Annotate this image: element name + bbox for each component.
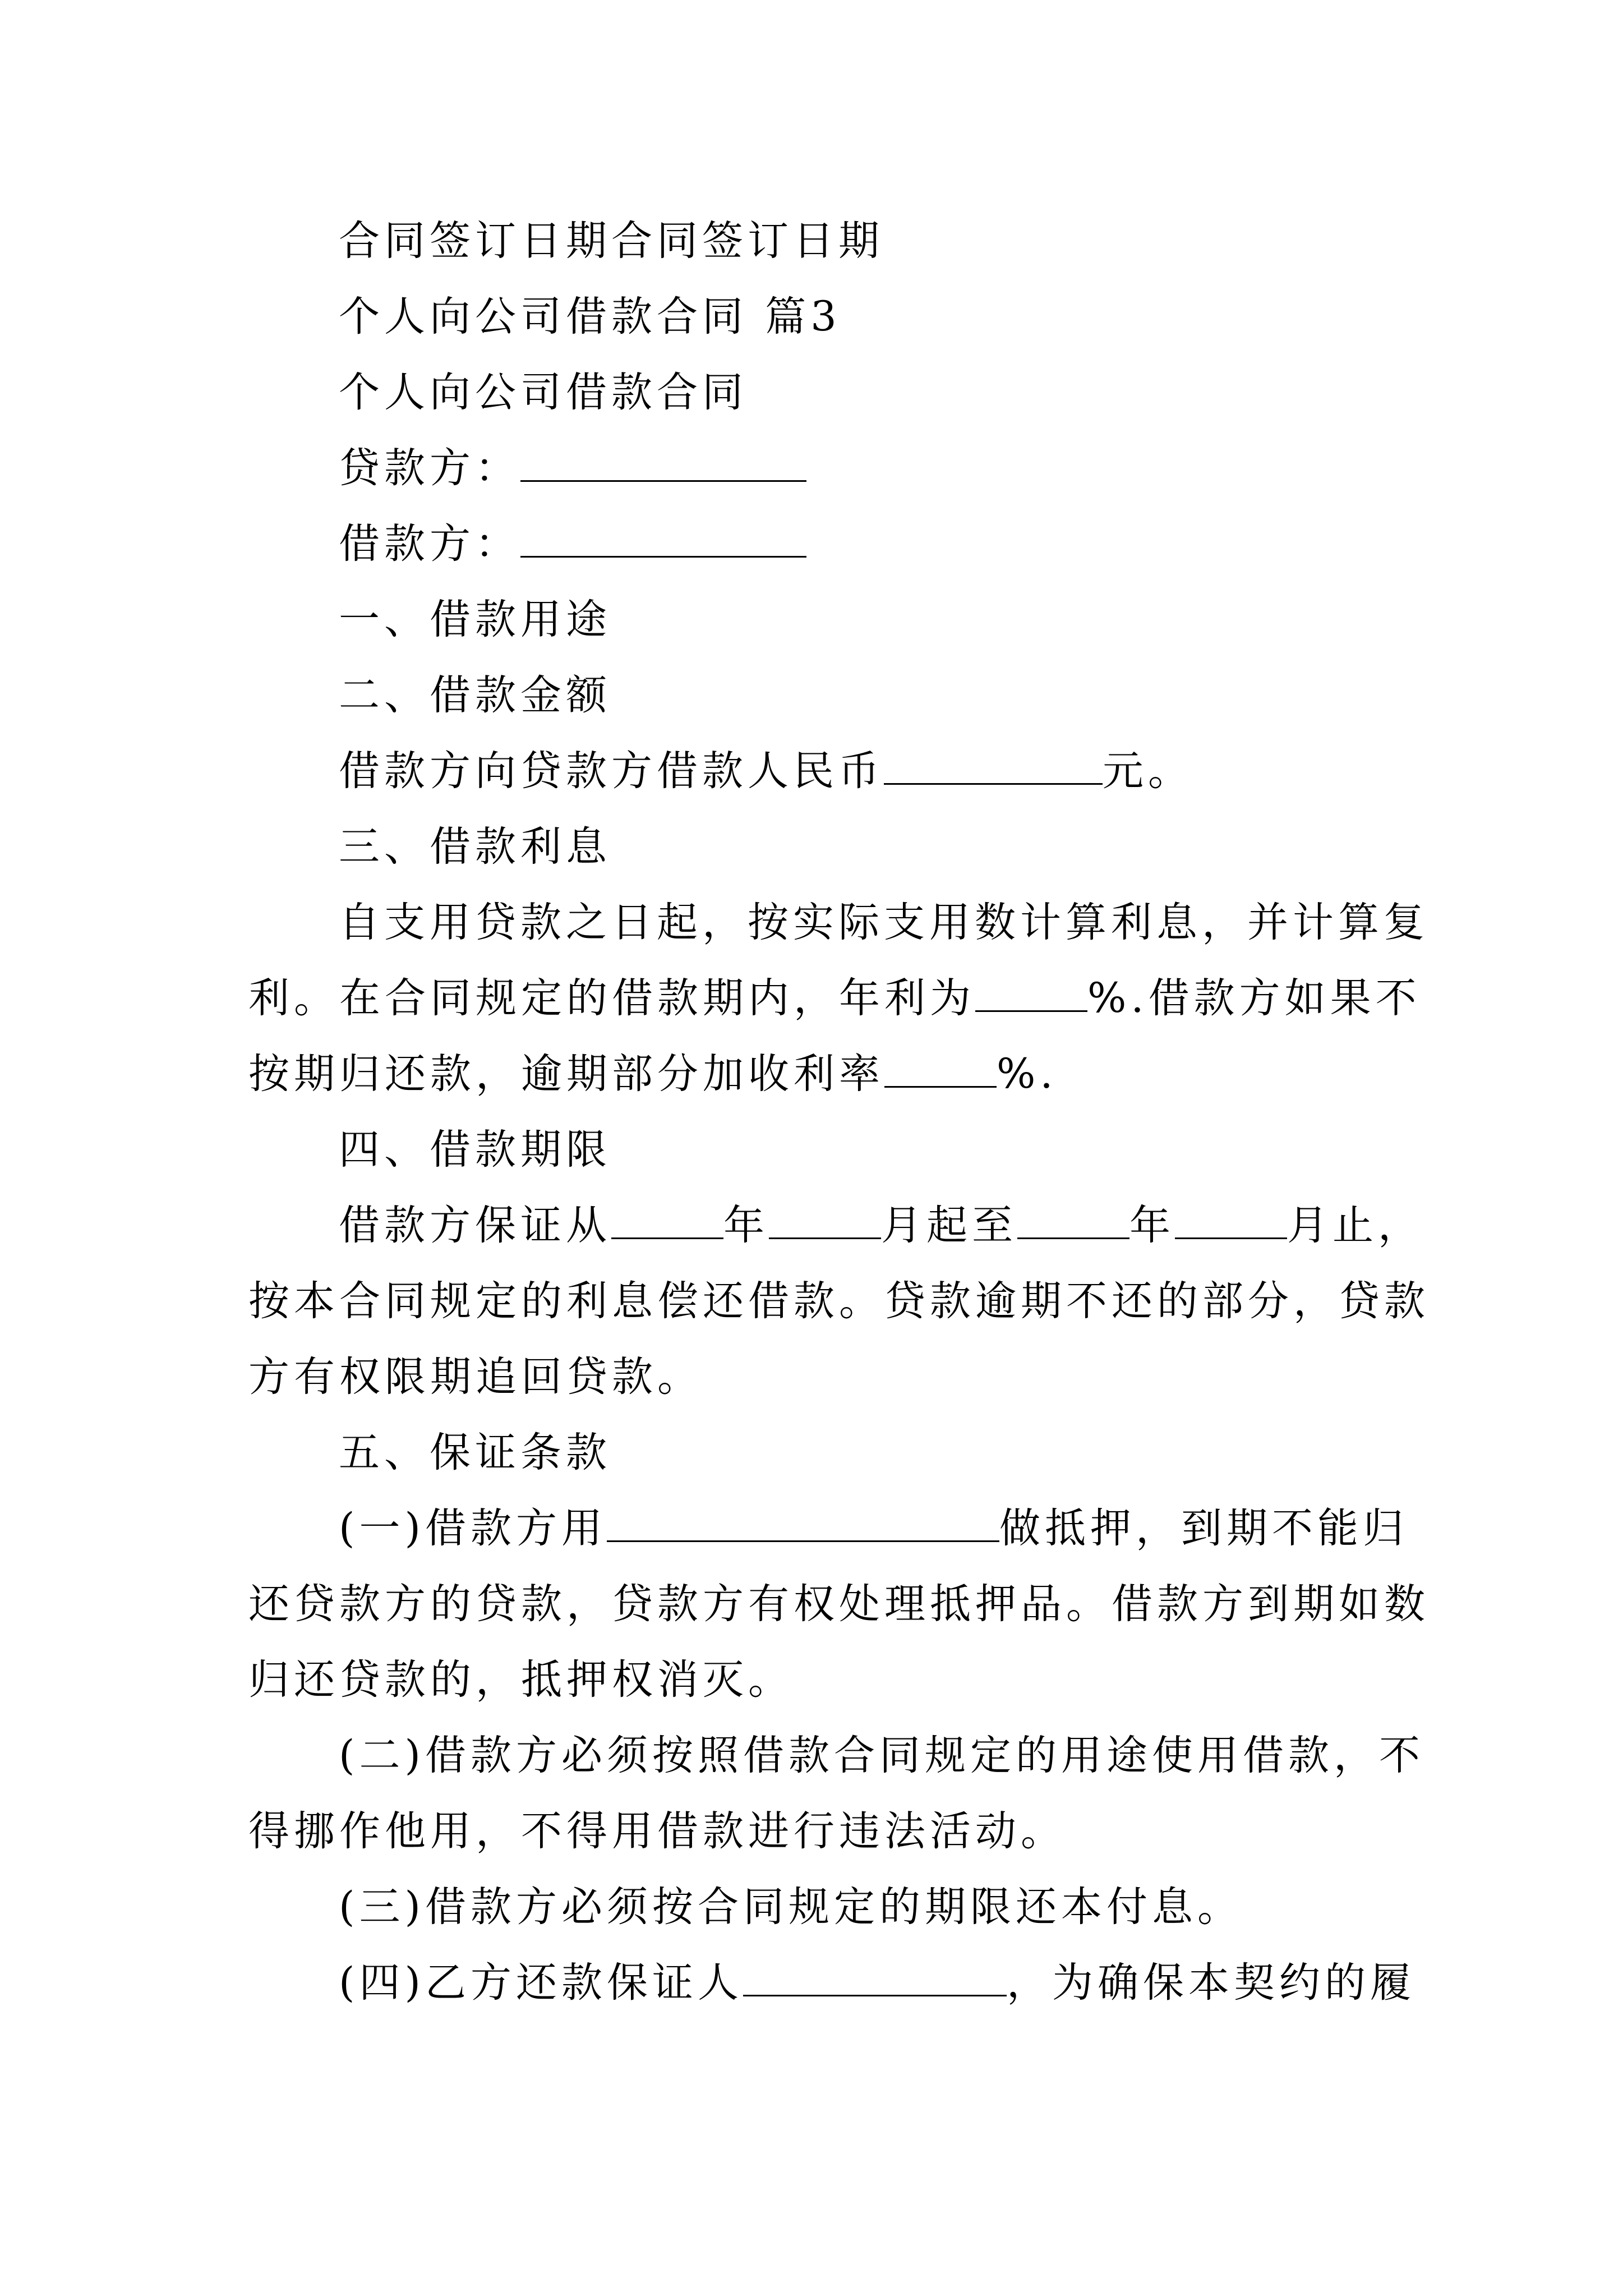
start-month-blank — [769, 1203, 881, 1239]
borrower-blank — [520, 521, 806, 558]
term-paragraph-text-3: 方有权限期追回贷款。 — [248, 1353, 703, 1401]
clause-2-text-1: (二)借款方必须按照借款合同规定的用途使用借款，不 — [339, 1732, 1424, 1779]
interest-paragraph-line-3 — [248, 1049, 1398, 1099]
section-heading-amount — [339, 670, 1488, 721]
lender-blank — [520, 445, 806, 482]
clause-4-text-before: (四)乙方还款保证人 — [339, 1959, 743, 2007]
contract-heading-with-number — [339, 292, 1488, 342]
term-paragraph-text-2: 按本合同规定的利息偿还借款。贷款逾期不还的部分，贷款 — [248, 1277, 1430, 1325]
clause-1-text-3: 归还贷款的，抵押权消灭。 — [248, 1656, 794, 1704]
clause-1-text-2: 还贷款方的贷款，贷款方有权处理抵押品。借款方到期如数 — [248, 1580, 1430, 1628]
borrower-line — [339, 519, 1488, 569]
interest-paragraph-line-1 — [339, 898, 1488, 948]
clause-4-line-1 — [339, 1958, 1488, 2008]
overdue-rate-text-after: %. — [997, 1050, 1058, 1098]
amount-line — [339, 746, 1488, 797]
borrower-label: 借款方： — [339, 520, 520, 568]
collateral-blank — [607, 1506, 999, 1542]
section-heading-guarantee-text: 五、保证条款 — [339, 1429, 611, 1476]
section-heading-interest — [339, 822, 1488, 872]
clause-3-line — [339, 1882, 1488, 1932]
term-text-part-1: 借款方保证从 — [339, 1202, 611, 1249]
section-heading-term-text: 四、借款期限 — [339, 1126, 611, 1174]
guarantor-blank — [743, 1960, 1007, 1996]
signing-date-text: 合同签订日期合同签订日期 — [339, 217, 884, 265]
start-year-blank — [611, 1203, 723, 1239]
term-text-part-2: 年 — [723, 1202, 769, 1249]
clause-3-text: (三)借款方必须按合同规定的期限还本付息。 — [339, 1883, 1243, 1931]
amount-blank — [884, 748, 1103, 785]
section-heading-guarantee — [339, 1428, 1488, 1478]
annual-rate-blank — [975, 976, 1087, 1012]
section-heading-purpose — [339, 595, 1488, 645]
clause-1-text-after: 做抵押，到期不能归 — [999, 1504, 1408, 1552]
section-heading-interest-text: 三、借款利息 — [339, 823, 611, 871]
term-paragraph-line-3 — [248, 1352, 1398, 1402]
lender-line — [339, 443, 1488, 494]
interest-rate-text-before: 利。在合同规定的借款期内，年利为 — [248, 974, 975, 1022]
term-text-part-4: 年 — [1129, 1202, 1175, 1249]
interest-paragraph-text-1: 自支用贷款之日起，按实际支用数计算利息，并计算复 — [339, 899, 1429, 946]
interest-paragraph-line-2 — [248, 973, 1421, 1024]
amount-text-before: 借款方向贷款方借款人民币 — [339, 747, 884, 795]
lender-label: 贷款方： — [339, 444, 520, 492]
signing-date-line — [339, 216, 1488, 266]
clause-2-line-2 — [248, 1806, 1398, 1857]
clause-1-line-3 — [248, 1655, 1398, 1705]
contract-title — [339, 367, 1488, 418]
interest-rate-text-after: %.借款方如果不 — [1087, 974, 1421, 1022]
term-paragraph-line-1 — [339, 1200, 1488, 1251]
clause-2-text-2: 得挪作他用，不得用借款进行违法活动。 — [248, 1807, 1066, 1855]
term-paragraph-line-2 — [248, 1276, 1430, 1327]
overdue-rate-text-before: 按期归还款，逾期部分加收利率 — [248, 1050, 884, 1098]
section-heading-purpose-text: 一、借款用途 — [339, 596, 611, 643]
term-text-part-3: 月起至 — [881, 1202, 1017, 1249]
section-heading-term — [339, 1125, 1488, 1175]
end-year-blank — [1017, 1203, 1129, 1239]
contract-heading-text: 个人向公司借款合同 篇3 — [339, 293, 841, 341]
amount-text-after: 元。 — [1103, 747, 1193, 795]
clause-2-line-1 — [339, 1731, 1488, 1781]
end-month-blank — [1175, 1203, 1287, 1239]
clause-1-line-1 — [339, 1503, 1488, 1554]
overdue-rate-blank — [884, 1051, 997, 1088]
contract-title-text: 个人向公司借款合同 — [339, 369, 748, 416]
clause-1-line-2 — [248, 1579, 1430, 1630]
term-text-part-5: 月止， — [1287, 1202, 1423, 1249]
section-heading-amount-text: 二、借款金额 — [339, 671, 611, 719]
clause-1-text-before: (一)借款方用 — [339, 1504, 607, 1552]
clause-4-text-after: ，为确保本契约的履 — [1006, 1959, 1415, 2007]
